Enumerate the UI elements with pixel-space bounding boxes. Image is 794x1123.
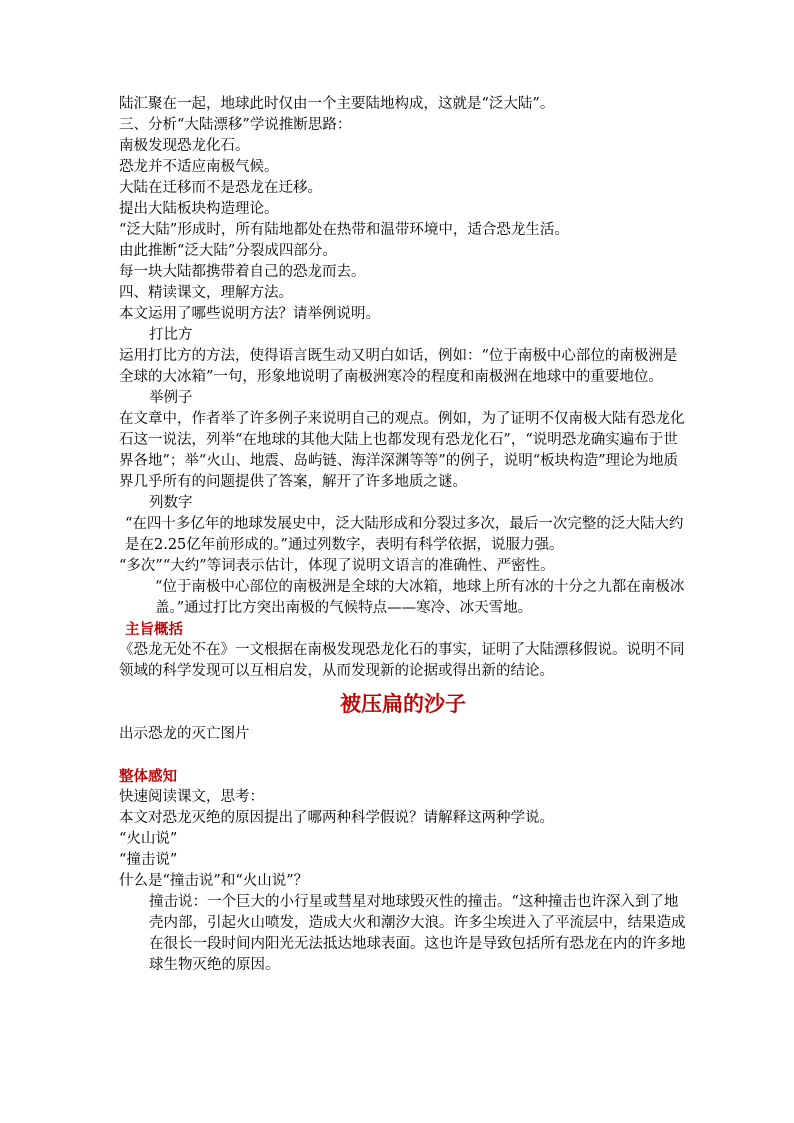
text-line: “多次”“大约”等词表示估计，体现了说明文语言的准确性、严密性。 [119,558,555,574]
method-heading-metaphor: 打比方 [149,327,193,343]
paragraph-summary: 《恐龙无处不在》一文根据在南极发现恐龙化石的事实，证明了大陆漂移假说。说明不同领域的科学发现可以互相启发，从而发现新的论据或得出新的结论。 [119,642,685,679]
text-line: “泛大陆”形成时，所有陆地都处在热带和温带环境中，适合恐龙生活。 [119,222,569,238]
text-line: 提出大陆板块构造理论。 [119,201,279,217]
question-line: 什么是“撞击说”和“火山说”？ [119,873,309,889]
paragraph-impact-theory: 撞击说：一个巨大的小行星或彗星对地球毁灭性的撞击。“这种撞击也许深入到了地壳内部，引起火山喷发，造成大火和潮汐大浪。许多尘埃进入了平流层中，结果造成在很长一段时间内阳光无法抵达地球表面。这也许是导致包括所有恐龙在内的许多地球生物灭绝的原因。 [149,894,686,973]
overview-heading: 整体感知 [119,768,177,785]
question-line: 本文运用了哪些说明方法？请举例说明。 [119,306,380,322]
method-heading-example: 举例子 [149,390,193,406]
text-line: 快速阅读课文，思考： [119,789,264,805]
hypothesis-impact: “撞击说” [119,852,178,868]
text-line: 每一块大陆都携带着自己的恐龙而去。 [119,264,366,280]
paragraph-numbers: “在四十多亿年的地球发展史中，泛大陆形成和分裂过多次，最后一次完整的泛大陆大约是在2.25亿年前形成的。”通过列数字，表明有科学依据，说服力强。 [125,516,684,553]
paragraph-metaphor: 运用打比方的方法，使得语言既生动又明白如话，例如：“位于南极中心部位的南极洲是全球的大冰箱”一句，形象地说明了南极洲寒冷的程度和南极洲在地球中的重要地位。 [119,348,678,385]
text-line: 南极发现恐龙化石。 [119,138,250,154]
blank-line [119,745,687,766]
method-heading-numbers: 列数字 [149,495,193,511]
hypothesis-volcano: “火山说” [119,831,178,847]
text-line: 大陆在迁移而不是恐龙在迁移。 [119,180,322,196]
document-page [119,94,687,976]
text-line: 由此推断“泛大陆”分裂成四部分。 [119,243,337,259]
section-heading: 四、精读课文，理解方法。 [119,285,293,301]
section-heading: 三、分析“大陆漂移”学说推断思路： [119,117,352,133]
text-line: 陆汇聚在一起，地球此时仅由一个主要陆地构成，这就是“泛大陆”。 [119,96,555,112]
summary-heading: 主旨概括 [125,621,183,638]
paragraph-metaphor-example: “位于南极中心部位的南极洲是全球的大冰箱，地球上所有冰的十分之九都在南极冰盖。”通过打比方突出南极的气候特点——寒冷、冰天雪地。 [155,579,685,616]
paragraph-example: 在文章中，作者举了许多例子来说明自己的观点。例如，为了证明不仅南极大陆有恐龙化石这一说法，列举“在地球的其他大陆上也都发现有恐龙化石”，“说明恐龙确实遍布于世界各地”；举“火山、地震、岛屿链、海洋深渊等等”的例子，说明“板块构造”理论为地质界几乎所有的问题提供了答案，解开了许多地质之谜。 [119,411,685,490]
lesson-title: 被压扁的沙子 [340,691,466,716]
text-line: 出示恐龙的灭亡图片 [119,726,250,742]
text-line: 恐龙并不适应南极气候。 [119,159,279,175]
question-line: 本文对恐龙灭绝的原因提出了哪两种科学假说？请解释这两种学说。 [119,810,554,826]
